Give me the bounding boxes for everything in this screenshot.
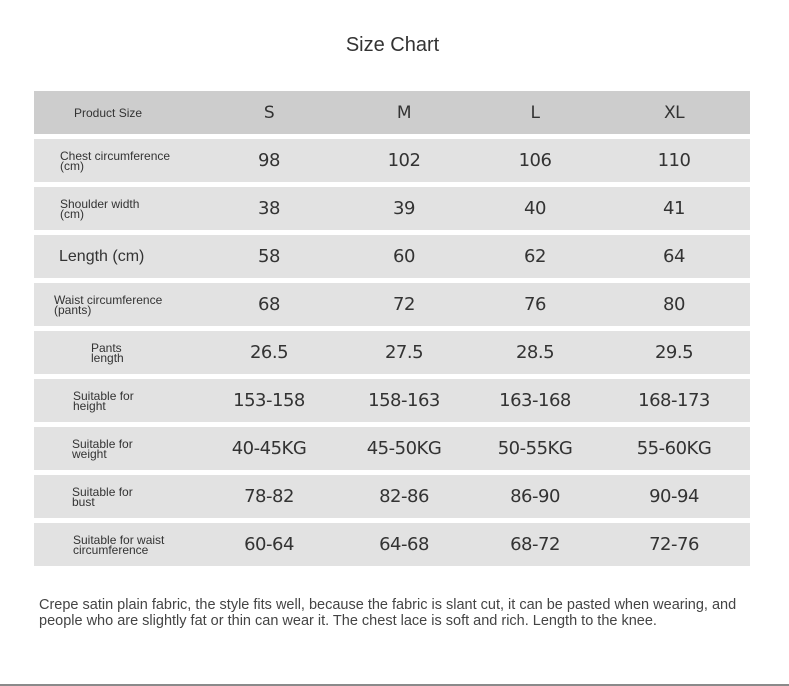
header-size-m: M (396, 102, 412, 123)
row-label: Suitable for weight (72, 436, 133, 461)
table-cell: 86-90 (510, 486, 560, 507)
table-cell: 50-55KG (497, 438, 573, 459)
table-cell: 90-94 (649, 486, 699, 507)
row-label: Pants length (91, 340, 124, 365)
table-cell: 78-82 (244, 486, 294, 507)
table-cell: 40 (524, 198, 546, 219)
table-cell: 28.5 (515, 342, 555, 363)
table-cell: 68 (258, 294, 280, 315)
table-cell: 72 (393, 294, 415, 315)
table-cell: 62 (524, 246, 546, 267)
table-cell: 110 (657, 150, 691, 171)
row-label: Shoulder width (cm) (60, 196, 140, 221)
row-label: Suitable for bust (72, 484, 133, 509)
page-title: Size Chart (345, 34, 440, 56)
table-cell: 40-45KG (231, 438, 307, 459)
table-cell: 58 (258, 246, 280, 267)
table-row (34, 331, 750, 374)
table-cell: 158-163 (368, 390, 440, 411)
table-row (34, 235, 750, 278)
header-size-xl: XL (663, 102, 685, 123)
table-cell: 153-158 (233, 390, 305, 411)
row-label: Chest circumference (cm) (60, 148, 171, 173)
table-cell: 82-86 (379, 486, 429, 507)
table-cell: 72-76 (649, 534, 699, 555)
table-cell: 41 (663, 198, 685, 219)
row-label: Suitable for height (73, 388, 134, 413)
table-cell: 60 (393, 246, 415, 267)
table-cell: 106 (518, 150, 552, 171)
table-cell: 64-68 (379, 534, 429, 555)
table-cell: 45-50KG (366, 438, 442, 459)
table-cell: 29.5 (654, 342, 694, 363)
table-cell: 64 (663, 246, 685, 267)
table-cell: 102 (387, 150, 421, 171)
table-cell: 39 (393, 198, 415, 219)
table-row (34, 379, 750, 422)
table-row (34, 475, 750, 518)
header-size-s: S (263, 102, 275, 123)
table-row (34, 139, 750, 182)
table-cell: 68-72 (510, 534, 560, 555)
table-cell: 76 (524, 294, 546, 315)
table-cell: 27.5 (384, 342, 424, 363)
table-header-row (34, 91, 750, 134)
table-cell: 163-168 (499, 390, 571, 411)
table-cell: 60-64 (244, 534, 294, 555)
table-cell: 55-60KG (636, 438, 712, 459)
table-row (34, 427, 750, 470)
table-row (34, 523, 750, 566)
table-row (34, 283, 750, 326)
row-label: Length (cm) (59, 247, 145, 265)
table-cell: 168-173 (638, 390, 710, 411)
table-row (34, 187, 750, 230)
table-cell: 80 (663, 294, 685, 315)
header-size-l: L (530, 102, 540, 123)
table-cell: 98 (258, 150, 280, 171)
row-label: Waist circumference (pants) (54, 292, 163, 317)
table-cell: 26.5 (249, 342, 289, 363)
row-label: Suitable for waist circumference (73, 532, 165, 557)
table-cell: 38 (258, 198, 280, 219)
product-description: Crepe satin plain fabric, the style fits well, because the fabric is slant cut, it can be pasted when wearing, and people who are slightly fat or thin can wear it. The chest lace is soft and rich. Length to the knee. (39, 597, 737, 629)
size-table (34, 91, 750, 571)
header-label: Product Size (74, 105, 143, 120)
